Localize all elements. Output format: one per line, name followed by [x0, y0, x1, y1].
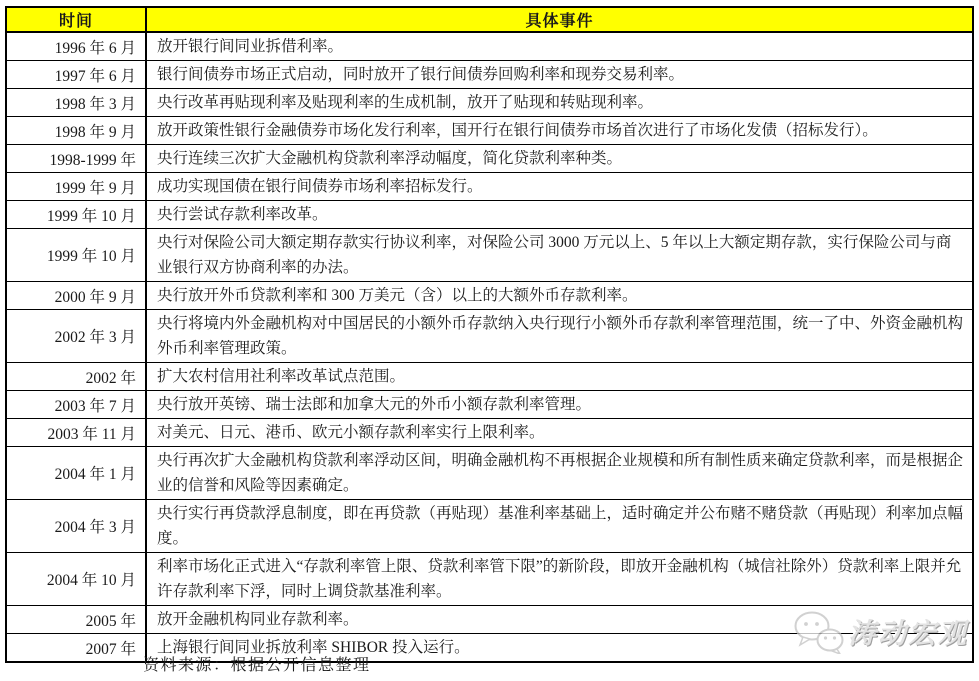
table-row [6, 310, 973, 363]
table-row [6, 32, 973, 61]
time-cell: 2007 年 [6, 634, 146, 663]
table-row [6, 363, 973, 391]
event-cell: 放开政策性银行金融债券市场化发行利率，国开行在银行间债券市场首次进行了市场化发债（招标发行）。 [146, 117, 973, 145]
table-row [6, 117, 973, 145]
table-row [6, 201, 973, 229]
table-row [6, 173, 973, 201]
time-cell: 1999 年 10 月 [6, 229, 146, 282]
time-cell: 1998 年 9 月 [6, 117, 146, 145]
watermark-text: 涛动宏观 [848, 619, 969, 650]
time-cell: 1996 年 6 月 [6, 32, 146, 61]
source-note: 资料来源：根据公开信息整理 [143, 657, 371, 674]
time-cell: 1997 年 6 月 [6, 61, 146, 89]
event-column-header: 具体事件 [146, 7, 973, 32]
event-cell: 央行对保险公司大额定期存款实行协议利率，对保险公司 3000 万元以上、5 年以上大额定期存款，实行保险公司与商业银行双方协商利率的办法。 [146, 229, 973, 282]
table-row [6, 61, 973, 89]
event-cell: 扩大农村信用社利率改革试点范围。 [146, 363, 973, 391]
event-cell: 央行放开外币贷款利率和 300 万美元（含）以上的大额外币存款利率。 [146, 282, 973, 310]
event-cell: 对美元、日元、港币、欧元小额存款利率实行上限利率。 [146, 419, 973, 447]
table-row [6, 500, 973, 553]
time-cell: 2002 年 [6, 363, 146, 391]
event-cell: 央行将境内外金融机构对中国居民的小额外币存款纳入央行现行小额外币存款利率管理范围，统一了中、外资金融机构外币利率管理政策。 [146, 310, 973, 363]
event-cell: 上海银行间同业拆放利率 SHIBOR 投入运行。 [146, 634, 973, 663]
event-cell: 央行改革再贴现利率及贴现利率的生成机制，放开了贴现和转贴现利率。 [146, 89, 973, 117]
event-cell: 央行放开英镑、瑞士法郎和加拿大元的外币小额存款利率管理。 [146, 391, 973, 419]
time-cell: 2004 年 1 月 [6, 447, 146, 500]
table-row [6, 282, 973, 310]
time-cell: 1998 年 3 月 [6, 89, 146, 117]
header-row [6, 7, 973, 32]
event-cell: 央行尝试存款利率改革。 [146, 201, 973, 229]
table-row [6, 229, 973, 282]
time-cell: 1999 年 9 月 [6, 173, 146, 201]
table-row [6, 419, 973, 447]
event-cell: 央行连续三次扩大金融机构贷款利率浮动幅度，简化贷款利率种类。 [146, 145, 973, 173]
event-cell: 放开金融机构同业存款利率。 [146, 606, 973, 634]
event-cell: 放开银行间同业拆借利率。 [146, 32, 973, 61]
table-row [6, 391, 973, 419]
event-cell: 成功实现国债在银行间债券市场利率招标发行。 [146, 173, 973, 201]
time-cell: 2005 年 [6, 606, 146, 634]
table-row [6, 447, 973, 500]
time-cell: 2003 年 11 月 [6, 419, 146, 447]
time-cell: 2000 年 9 月 [6, 282, 146, 310]
time-cell: 1998-1999 年 [6, 145, 146, 173]
table-row [6, 89, 973, 117]
event-cell: 银行间债券市场正式启动，同时放开了银行间债券回购利率和现券交易利率。 [146, 61, 973, 89]
time-column-header: 时间 [6, 7, 146, 32]
events-table [5, 6, 974, 663]
event-cell: 央行再次扩大金融机构贷款利率浮动区间，明确金融机构不再根据企业规模和所有制性质来确定贷款利率，而是根据企业的信誉和风险等因素确定。 [146, 447, 973, 500]
table-row [6, 606, 973, 634]
time-cell: 2004 年 10 月 [6, 553, 146, 606]
time-cell: 1999 年 10 月 [6, 201, 146, 229]
table-row [6, 553, 973, 606]
event-cell: 利率市场化正式进入“存款利率管上限、贷款利率管下限”的新阶段，即放开金融机构（城信社除外）贷款利率上限并允许存款利率下浮，同时上调贷款基准利率。 [146, 553, 973, 606]
table-row [6, 145, 973, 173]
time-cell: 2003 年 7 月 [6, 391, 146, 419]
event-cell: 央行实行再贷款浮息制度，即在再贷款（再贴现）基准利率基础上，适时确定并公布赌不赌贷款（再贴现）利率加点幅度。 [146, 500, 973, 553]
time-cell: 2002 年 3 月 [6, 310, 146, 363]
time-cell: 2004 年 3 月 [6, 500, 146, 553]
